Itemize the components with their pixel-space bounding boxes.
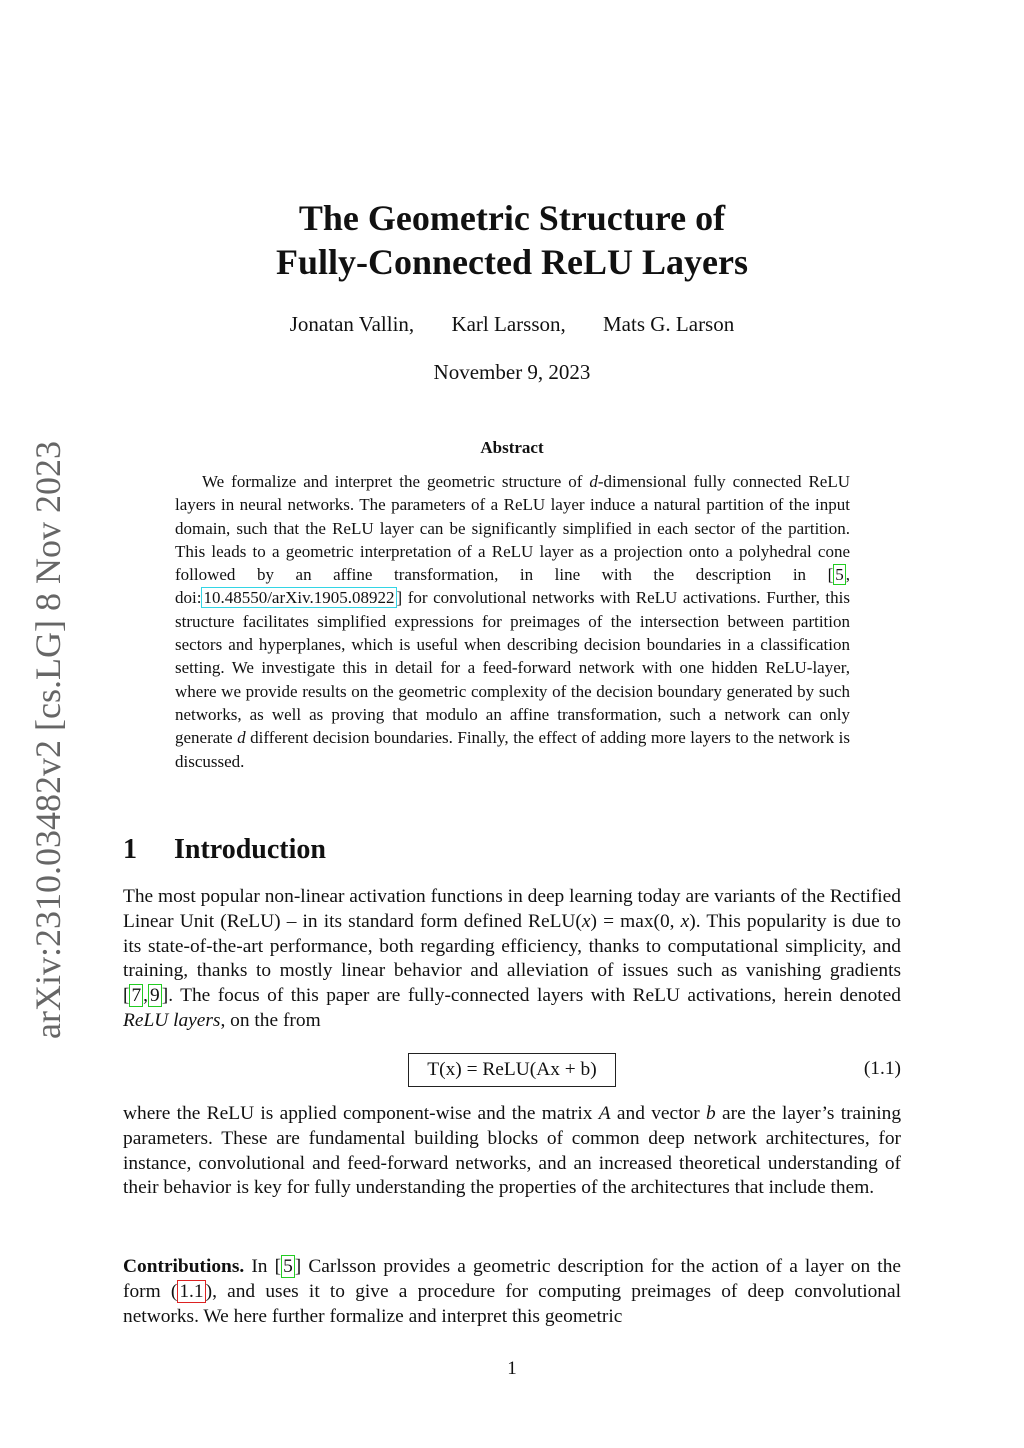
math-var: d xyxy=(589,472,598,491)
citation-link[interactable]: 5 xyxy=(835,565,844,585)
equation-number: (1.1) xyxy=(863,1058,901,1079)
title-line-2: Fully-Connected ReLU Layers xyxy=(276,242,748,282)
math-var: b xyxy=(705,1103,716,1124)
author-name: Jonatan Vallin, xyxy=(289,312,415,336)
citation-link[interactable]: 7 xyxy=(131,985,142,1007)
math-var: x xyxy=(581,910,591,932)
paper-title xyxy=(122,196,902,284)
paragraph-run-in-heading: Contributions. xyxy=(123,1256,245,1277)
citation-link[interactable]: 9 xyxy=(150,985,160,1007)
arxiv-identifier[interactable]: arXiv:2310.03482v2 [cs.LG] 8 Nov 2023 xyxy=(28,441,68,1039)
publication-date: November 9, 2023 xyxy=(433,360,591,384)
equation-box: T(x) = ReLU(Ax + b) xyxy=(408,1053,616,1087)
intro-paragraph-1: The most popular non-linear activation functions in deep learning today are variants of the Rectified Linear Unit (ReLU) – in its standard form defined ReLU(x) = max(0, x). This popularity is due to its state-of-the-art performance, both regarding efficiency, thanks to computational simplicity, and training, thanks to mostly linear behavior and alleviation of issues such as vanishing gradients [ 7 , 9 ]. The focus of this paper are fully-connected layers with ReLU activations, herein denoted ReLU layers, on the from xyxy=(123,886,901,1031)
author-list xyxy=(122,310,902,338)
abstract-body xyxy=(175,470,850,773)
math-var: d xyxy=(237,728,246,748)
author-name: Karl Larsson, xyxy=(451,312,566,336)
math-var: A xyxy=(598,1103,611,1124)
author-name: Mats G. Larson xyxy=(603,312,735,336)
abstract-heading: Abstract xyxy=(480,438,544,457)
page-number: 1 xyxy=(507,1358,517,1379)
section-number: 1 xyxy=(123,834,137,865)
equation-1-1 xyxy=(123,1053,901,1087)
emphasis-term: ReLU layers xyxy=(123,1009,221,1031)
intro-paragraph-2: where the ReLU is applied component-wise and the matrix A and vector b are the layer’s training parameters. These are fundamental building blocks of common deep network architectures, for instance, convolutional and feed-forward networks, and an increased theoretical understanding of their behavior is key for fully understanding the properties of the architectures that include them. xyxy=(123,1103,902,1199)
section-heading xyxy=(123,833,326,867)
section-title: Introduction xyxy=(174,834,326,865)
abstract-paragraph: We formalize and interpret the geometric structure of d-dimensional fully connected ReLU layers in neural networks. The parameters of a ReLU layer induce a natural partition of the input domain, such that the ReLU layer can be significantly simplified in each sector of the partition. This leads to a geometric interpretation of a ReLU layer as a projection onto a polyhedral cone followed by an affine transformation, in line with the description in [ 5 , doi: 10.48550/arXiv.1905.08922 ] for convolutional networks with ReLU activations. Further, this structure facilitates simplified expressions for preimages of the intersection between partition sectors and hyperplanes, which is useful when describing decision boundaries in a classification setting. We investigate this in detail for a feed-forward network with one hidden ReLU-layer, where we provide results on the geometric complexity of the decision boundary generated by such networks, as well as proving that modulo an affine transformation, such a network can only generate d different decision boundaries. Finally, the effect of adding more layers to the network is discussed. xyxy=(175,472,850,771)
contributions-paragraph: Contributions. In [ 5 ] Carlsson provides a geometric description for the action of a layer on the form ( 1.1 ), and uses it to give a procedure for computing preimages of deep convolutional networks. We here further formalize and interpret this geometric xyxy=(123,1256,901,1327)
citation-link[interactable]: 5 xyxy=(283,1256,293,1277)
math-var: x xyxy=(680,910,690,932)
equation-reference-link[interactable]: 1.1 xyxy=(179,1280,204,1302)
title-line-1: The Geometric Structure of xyxy=(298,198,726,238)
doi-link[interactable]: 10.48550/arXiv.1905.08922 xyxy=(203,588,395,608)
